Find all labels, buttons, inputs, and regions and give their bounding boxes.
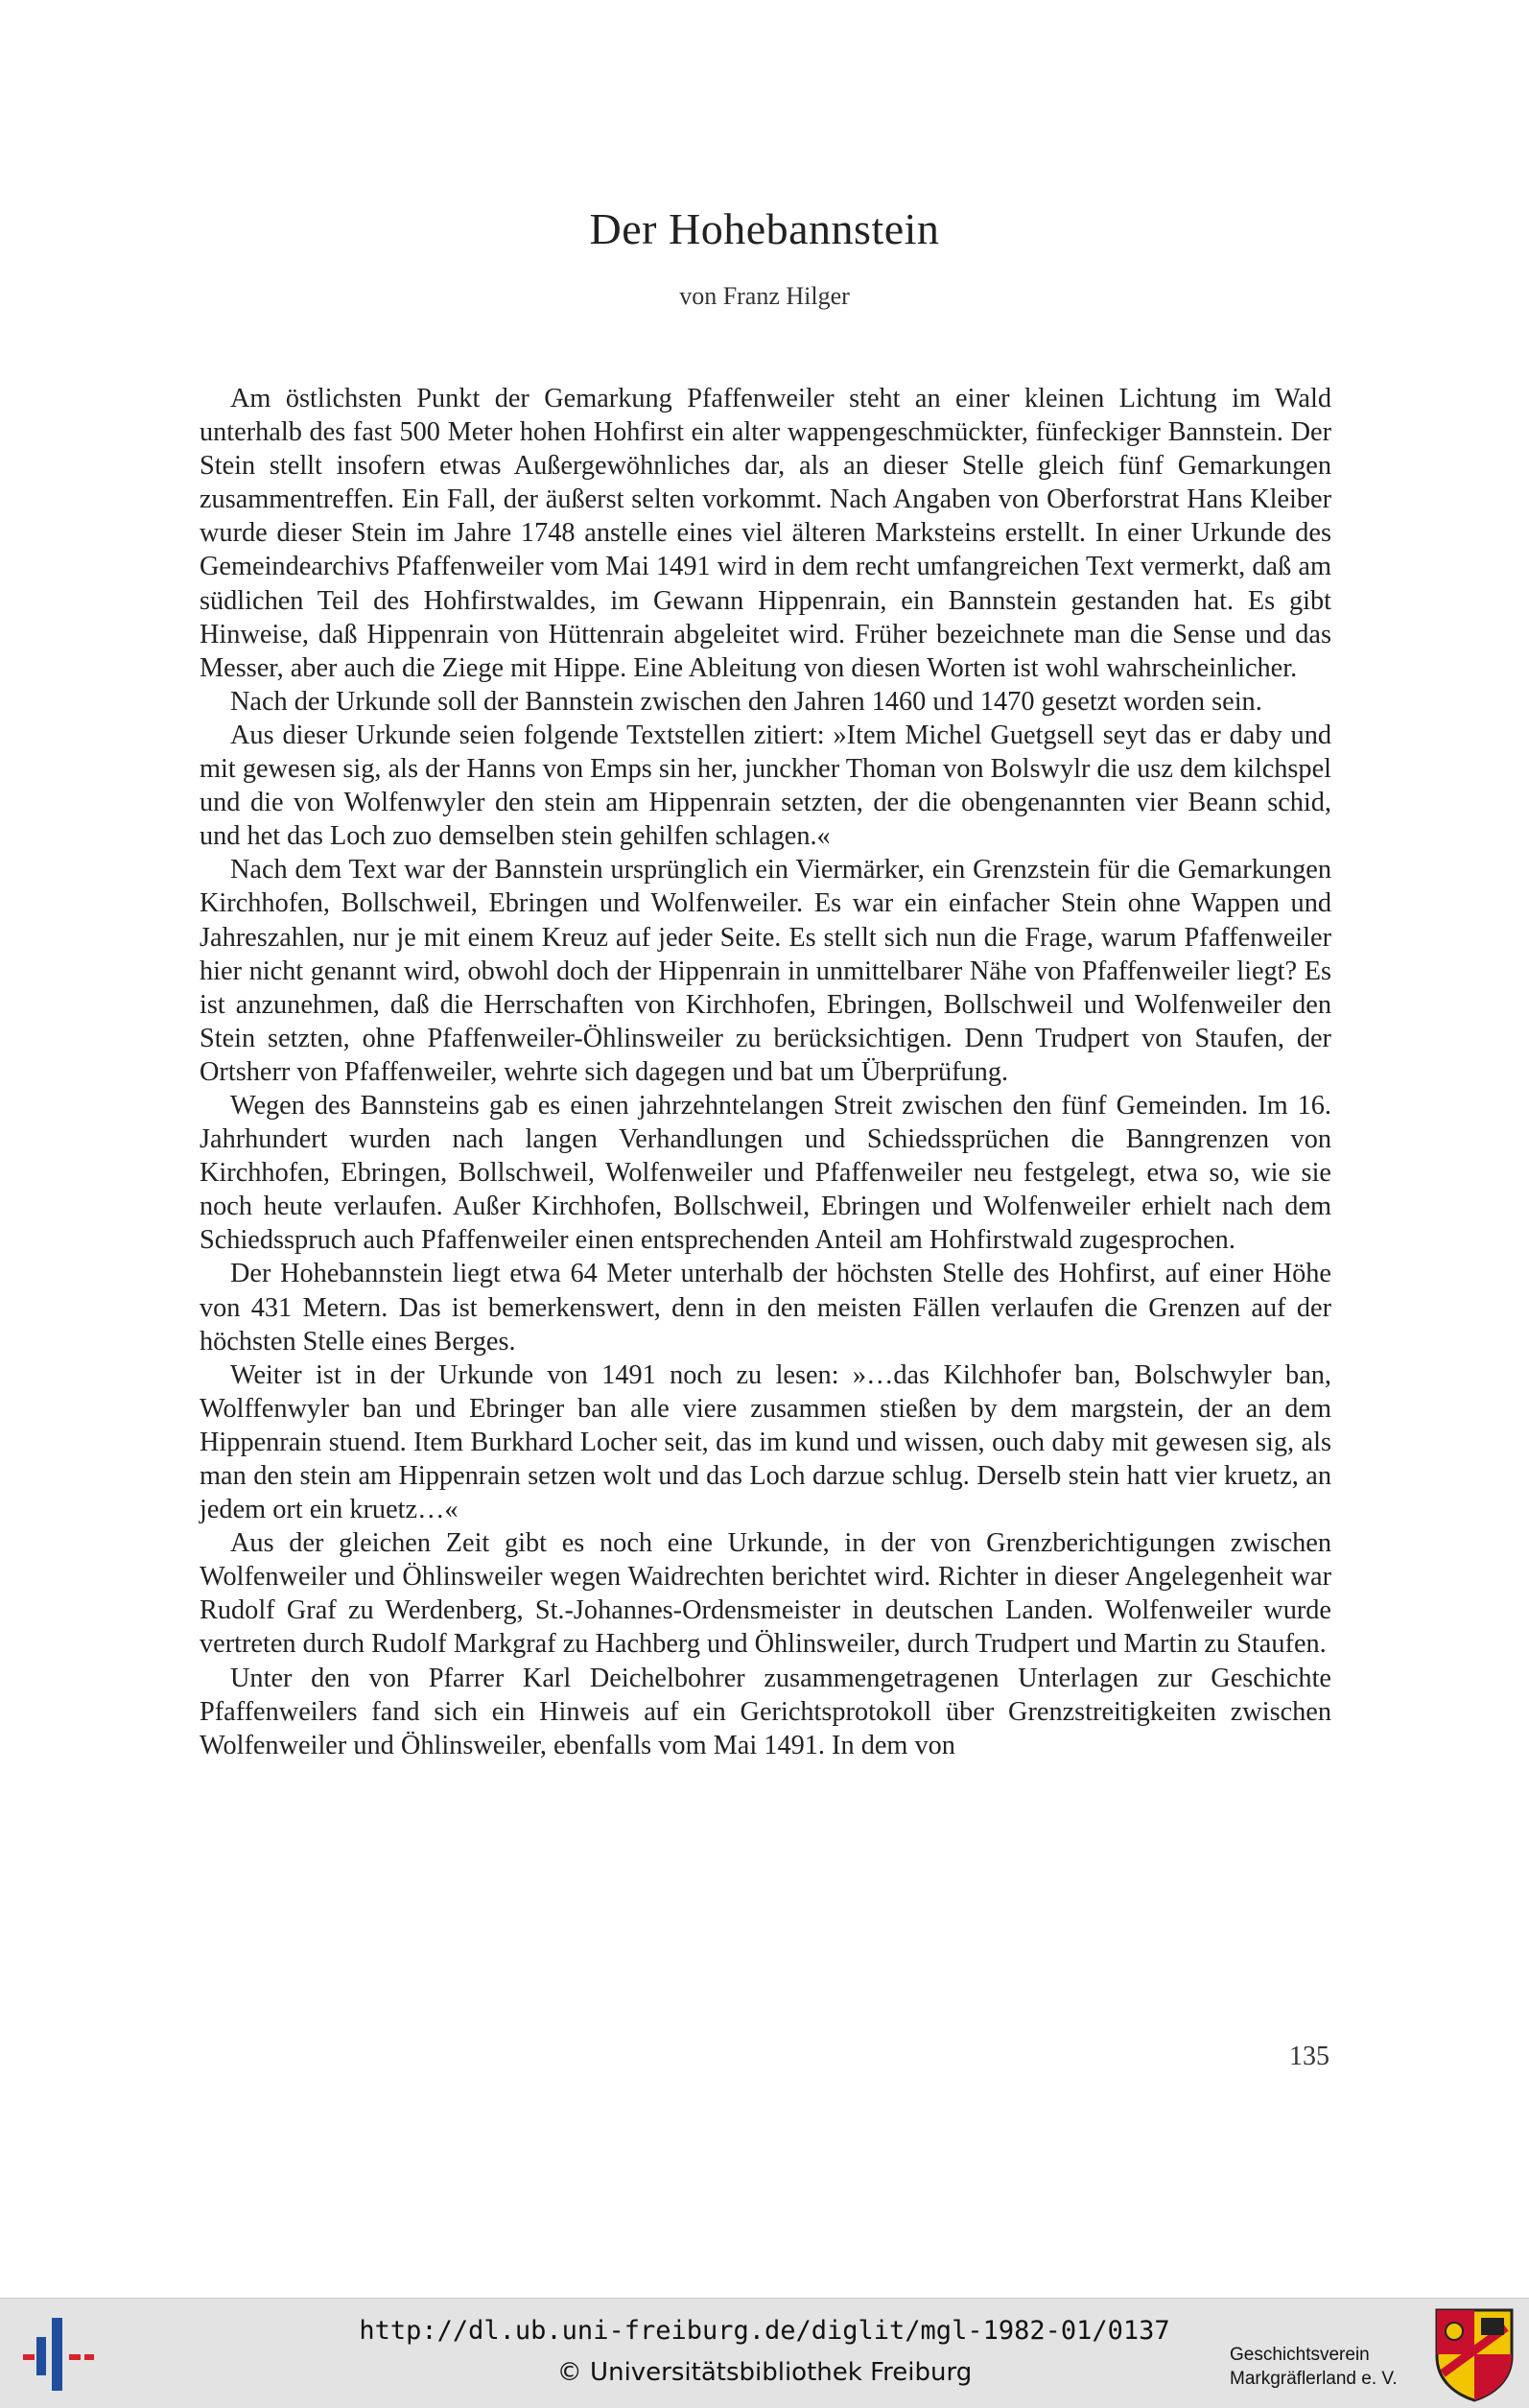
article-body: [200, 382, 1331, 1762]
page-number: 135: [1289, 2042, 1329, 2071]
paragraph: Aus dieser Urkunde seien folgende Textstellen zitiert: »Item Michel Guetgsell seyt das er daby und mit gewesen sig, als der Hanns von Emps sin her, junckher Thoman von Bolswylr die usz dem kilchspel und die von Wolfenwyler den stein am Hippenrain setzten, der die obengenannten vier Beann schid, und het das Loch zuo demselben stein gehilfen schlagen.«: [200, 720, 1331, 852]
paragraph: Aus der gleichen Zeit gibt es noch eine Urkunde, in der von Grenzberichtigungen zwischen Wolfenweiler und Öhlinsweiler wegen Waidrechten berichtet wird. Richter in dieser Angelegenheit war Rudolf Graf zu Werdenberg, St.-Johannes-Ordensmeister in deutschen Landen. Wolfenweiler wurde vertreten durch Rudolf Markgraf zu Hachberg und Öhlinsweiler, durch Trudpert und Martin zu Staufen.: [200, 1528, 1331, 1660]
paragraph: Nach dem Text war der Bannstein ursprünglich ein Viermärker, ein Grenzstein für die Gemarkungen Kirchhofen, Bollschweil, Ebringen und Wolfenweiler. Es war ein einfacher Stein ohne Wappen und Jahreszahlen, nur je mit einem Kreuz auf jeder Seite. Es stellt sich nun die Frage, warum Pfaffenweiler hier nicht genannt wird, obwohl doch der Hippenrain in unmittelbarer Nähe von Pfaffenweiler liegt? Es ist anzunehmen, daß die Herrschaften von Kirchhofen, Ebringen, Bollschweil und Wolfenweiler den Stein setzten, ohne Pfaffenweiler-Öhlinsweiler zu berücksichtigen. Denn Trudpert von Staufen, der Ortsherr von Pfaffenweiler, wehrte sich dagegen und bat um Überprüfung.: [200, 855, 1331, 1087]
society-name: [1230, 2343, 1422, 2391]
society-line-1: Geschichtsverein: [1230, 2345, 1370, 2365]
article-author: von Franz Hilger: [679, 282, 850, 310]
coat-of-arms-icon: [1433, 2306, 1516, 2402]
paragraph: Der Hohebannstein liegt etwa 64 Meter unterhalb der höchsten Stelle des Hohfirst, auf einer Höhe von 431 Metern. Das ist bemerkenswert, denn in den meisten Fällen verlaufen die Grenzen auf der höchsten Stelle eines Berges.: [200, 1259, 1331, 1357]
society-line-2: Markgräflerland e. V.: [1230, 2369, 1398, 2389]
permalink-url[interactable]: http://dl.ub.uni-freiburg.de/diglit/mgl-1982-01/0137: [359, 2316, 1170, 2346]
footer-bar: [0, 2298, 1529, 2408]
paragraph: Weiter ist in der Urkunde von 1491 noch zu lesen: »…das Kilchhofer ban, Bolschwyler ban, Wolffenwyler ban und Ebringer ban alle viere zusammen stießen by dem margstein, der an dem Hippenrain stuend. Item Burkhard Locher seit, das im kund und wissen, ouch daby mit gewesen sig, als man den stein am Hippenrain setzen wolt und das Loch darzue schlug. Derselb stein hatt vier kruetz, an jedem ort ein kruetz…«: [200, 1359, 1331, 1525]
paragraph: Nach der Urkunde soll der Bannstein zwischen den Jahren 1460 und 1470 gesetzt worden sein.: [230, 686, 1262, 717]
copyright-notice: © Universitätsbibliothek Freiburg: [556, 2358, 973, 2387]
paragraph: Wegen des Bannsteins gab es einen jahrzehntelangen Streit zwischen den fünf Gemeinden. Im 16. Jahrhundert wurden nach langen Verhandlungen und Schiedssprüchen die Banngrenzen von Kirchhofen, Ebringen, Bollschweil, Wolfenweiler und Pfaffenweiler neu festgelegt, etwa so, wie sie noch heute verlaufen. Außer Kirchhofen, Bollschweil, Ebringen und Wolfenweiler erhielt nach dem Schiedsspruch auch Pfaffenweiler einen entsprechenden Anteil am Hohfirstwald zugesprochen.: [200, 1090, 1331, 1256]
paragraph: Unter den von Pfarrer Karl Deichelbohrer zusammengetragenen Unterlagen zur Geschichte Pfaffenweilers fand sich ein Hinweis auf ein Gerichtsprotokoll über Grenzstreitigkeiten zwischen Wolfenweiler und Öhlinsweiler, ebenfalls vom Mai 1491. In dem von: [200, 1663, 1331, 1760]
article-title: Der Hohebannstein: [589, 204, 940, 253]
paragraph: Am östlichsten Punkt der Gemarkung Pfaffenweiler steht an einer kleinen Lichtung im Wald unterhalb des fast 500 Meter hohen Hohfirst ein alter wappengeschmückter, fünfeckiger Bannstein. Der Stein stellt insofern etwas Außergewöhnliches dar, als an dieser Stelle gleich fünf Gemarkungen zusammentreffen. Ein Fall, der äußerst selten vorkommt. Nach Angaben von Oberforstrat Hans Kleiber wurde dieser Stein im Jahre 1748 anstelle eines viel älteren Marksteins erstellt. In einer Urkunde des Gemeindearchivs Pfaffenweiler vom Mai 1491 wird in dem recht umfangreichen Text vermerkt, daß am südlichen Teil des Hohfirstwaldes, im Gewann Hippenrain, ein Bannstein gestanden hat. Es gibt Hinweise, daß Hippenrain von Hüttenrain abgeleitet wird. Früher bezeichnete man die Sense und das Messer, aber auch die Ziege mit Hippe. Eine Ableitung von diesen Worten ist wohl wahrscheinlicher.: [200, 384, 1331, 683]
